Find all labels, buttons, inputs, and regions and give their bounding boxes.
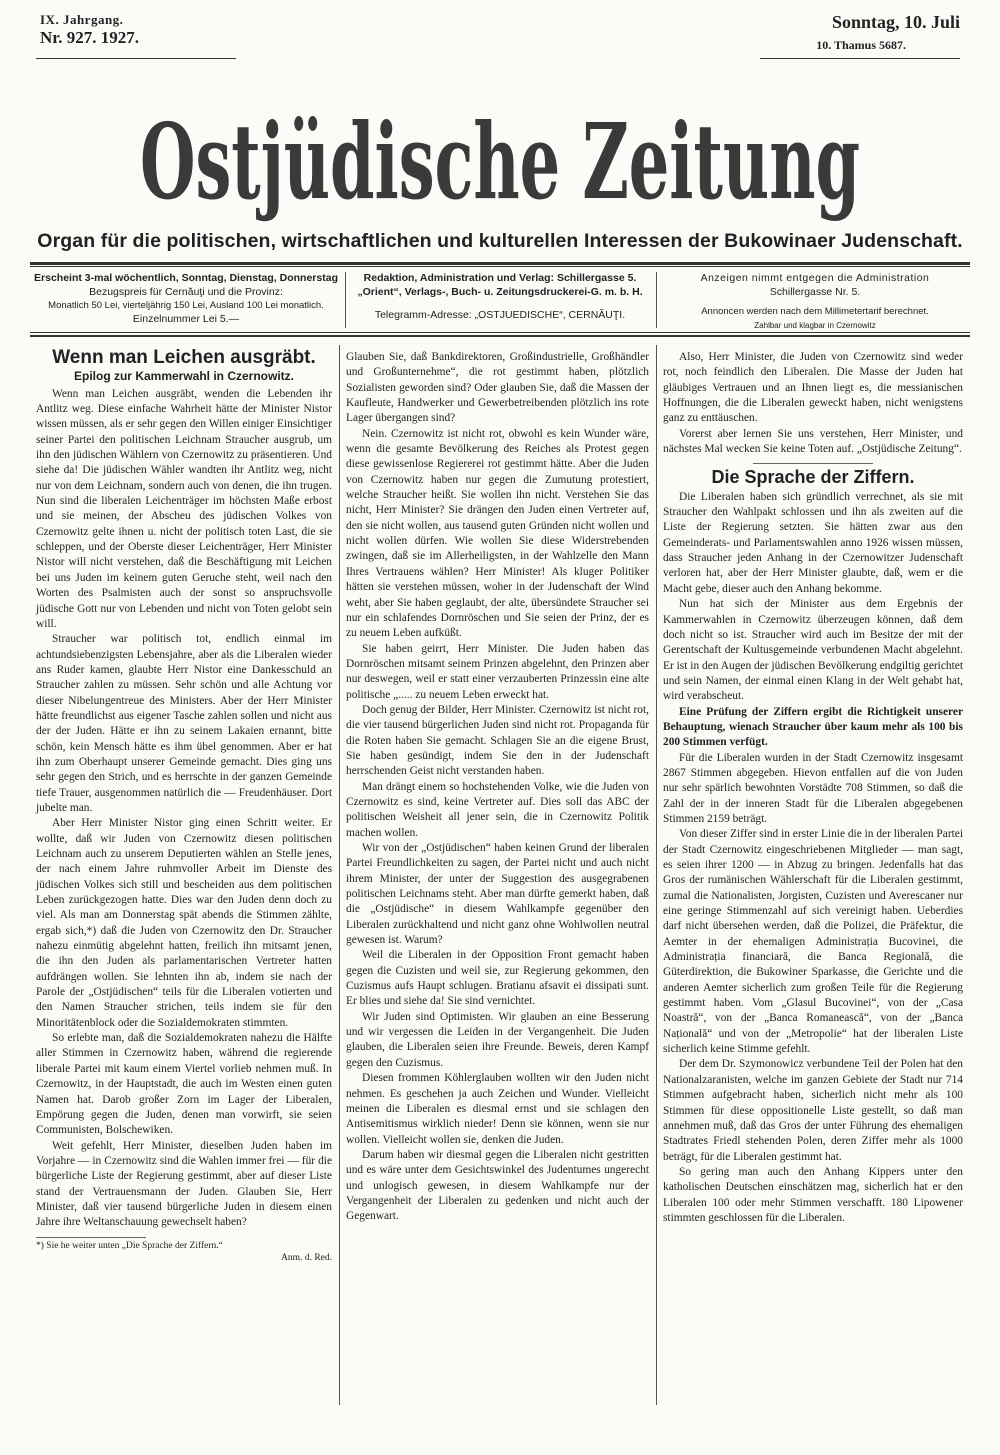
column-divider (656, 345, 657, 1405)
masthead-logo (130, 66, 870, 226)
info-line: „Orient“, Verlags-, Buch- u. Zeitungsdruckerei-G. m. b. H. (357, 285, 643, 298)
info-line: Annoncen werden nach dem Millimetertarif berechnet. (701, 306, 929, 317)
info-line: Erscheint 3-mal wöchentlich, Sonntag, Dienstag, Donnerstag (34, 272, 338, 284)
article-wenn-man-leichen (36, 347, 332, 1264)
header-rule-right (760, 58, 960, 59)
paragraph: Wenn man Leichen ausgräbt, wenden die Lebenden ihr Antlitz weg. Diese einfache Wahrheit hätte der Minister Nistor wissen müssen, als er sehr gegen den Willen einiger Einsichtiger seiner Partei den politischen Leichnam Straucher ausgrub, um ihn den jüdischen Wählern von Czernowitz zu präsentieren. Und siehe da! Die jüdischen Wähler wandten ihr Antlitz weg, nicht nur von dem Leichnam, sondern auch von denen, die ihn trugen. Nun sind die liberalen Leichenträger im höchsten Maße erbost und sie meinen, der Abscheu des jüdischen Volkes von Czernowitz gelte ihnen u. nicht der politisch toten Last, die sie schleppen, und der Oberste dieser Leichenträger, Herr Minister Nistor will nicht verstehen, daß die Beschäftigung mit Leichen bei uns Juden im keinem guten Geruche steht, weil nach den Worten des Psalmisten auch der sonst so anspruchsvolle jüdische Gott nur von Lebenden und nicht von Toten gelobt sein will. (36, 387, 332, 630)
info-line: Einzelnummer Lei 5.— (132, 312, 240, 325)
top-rule (30, 262, 970, 265)
paragraph: Man drängt einem so hochstehenden Volke, wie die Juden von Czernowitz es sind, keine Vertreter auf. Dies soll das ABC der politischen Weisheit all jener sein, die in Czernowitz Politik machen wollen. (346, 780, 649, 839)
subscription-info (32, 272, 340, 326)
hebrew-date: 10. Thamus 5687. (816, 38, 906, 52)
article-sprache-der-ziffern (663, 350, 963, 1226)
paragraph: Also, Herr Minister, die Juden von Czernowitz sind weder rot, noch feindlich den Liberalen. Die Masse der Juden hat gläubiges Vertrauen und an Ihnen liegt es, die messianischen Hoffnungen, die die Liberalen geweckt haben, nicht wenigstens ganz zu enttäuschen. (663, 351, 963, 425)
info-line: Redaktion, Administration und Verlag: Schillergasse 5. (363, 272, 637, 284)
paragraph: Sie haben geirrt, Herr Minister. Die Juden haben das Dornröschen mitsamt seinem Prinzen abgelehnt, den Prinzen aber nur deswegen, weil er statt einer verzauberten Prinzessin eine alte politische „..... zu neuem Leben erweckt hat. (346, 642, 649, 701)
info-divider (345, 272, 346, 328)
paragraph: Weil die Liberalen in der Opposition Front gemacht haben gegen die Cuzisten und weil sie, zur Regierung gekommen, den Cuzismus aufs Haupt schlugen. Bratianu afsavit ei dissipati sunt. Er blies und siehe da! Sie sind vernichtet. (346, 949, 649, 1008)
info-line: Zahlbar und klagbar in Czernowitz (754, 320, 876, 330)
paragraph: Der dem Dr. Szymonowicz verbundene Teil der Polen hat den Nationalzaranisten, welche im ganzen Gebiete der Stadt nur 714 Stimmen aufgebracht haben, sicherlich nicht mehr als 100 Stimmen für diese oppositionelle Liste gestellt, so daß man annehmen muß, daß das Gros der unter Führung des ehemaligen Stadtrates Friedl stehenden Polen, deren Ziffer mehr als 1000 beträgt, für die Liberalen gestimmt hat. (663, 1058, 963, 1163)
volume-year: IX. Jahrgang. (40, 12, 124, 27)
info-line: Monatlich 50 Lei, vierteljährig 150 Lei, Ausland 100 Lei monatlich. (48, 300, 324, 311)
issue-date: Sonntag, 10. Juli (831, 12, 960, 32)
info-line: Schillergasse Nr. 5. (769, 285, 861, 298)
masthead-title: Ostjüdische Zeitung (140, 100, 860, 223)
paragraph: Straucher war politisch tot, endlich einmal im achtundsiebenzigsten Lebensjahre, aber als die Liberalen wieder ans Ruder kamen, glaubte Herr Nistor eine Dankesschuld an Straucher zahlen zu müssen. Sehr schön und alle Achtung vor dieser Nibelungentreue des Ministers. Aber der Herr Minister hätte freundlichst aus eigener Tasche zahlen sollen und nicht aus der der Juden. Hätte er ihn zu seinem Lakaien ernannt, bitte schön, kein Mensch hätte es ihm übel genommen. Aber er hat ihn zum Oberhaupt unserer Gemeinde gemacht. Dies ging uns sehr gegen den Strich, und es herrschte in der ganzen Gemeinde tiefe Trauer, ausgenommen natürlich die — Freudenhäuser. Dort jubelte man. (36, 633, 332, 814)
paragraph: Wir Juden sind Optimisten. Wir glauben an eine Besserung und wir vergessen die Leiden in der Vergangenheit. Die Juden glauben, die Liberalen seien ihre Freunde. Beweis, deren Kampf gegen den Cuzismus. (346, 1010, 649, 1069)
info-divider (656, 272, 657, 328)
paragraph: Für die Liberalen wurden in der Stadt Czernowitz insgesamt 2867 Stimmen abgegeben. Hievon entfallen auf die von Juden nur sehr spärlich bewohnten Vorstädte 708 Stimmen, so daß die Zahl der in der inneren Stadt für die Liberalen abgegebenen Stimmen 2159 beträgt. (663, 751, 963, 825)
issue-number: Nr. 927. 1927. (40, 28, 140, 47)
info-line: Telegramm-Adresse: „OSTJUEDISCHE“, CERNĂUŢI. (374, 309, 626, 321)
paragraph: Darum haben wir diesmal gegen die Liberalen nicht gestritten und es wäre unter dem Gesichtswinkel des Judentumes ungerecht und unlogisch gewesen, in diesem Wahlkampfe nur der Vergangenheit der Liberalen zu gedenken und nicht auch der Gegenwart. (346, 1148, 649, 1223)
column-divider (339, 345, 340, 1405)
info-line: Anzeigen nimmt entgegen die Administration (700, 272, 930, 284)
paragraph: Vorerst aber lernen Sie uns verstehen, Herr Minister, und nächstes Mal wecken Sie keine Toten auf. „Ostjüdische Zeitung“. (663, 427, 963, 456)
article-continuation (346, 350, 649, 1225)
header-rule-left (36, 58, 236, 59)
paragraph: Nun hat sich der Minister aus dem Ergebnis der Kammerwahlen in Czernowitz überzeugen können, daß dem doch nicht so ist. Straucher wird auch im Besitze der mit der Gerentschaft der Kultusgemeinde verbundenen Macht abgelehnt. Er ist in den Augen der jüdischen Bevölkerung endgiltig gerichtet und sein Namen, der einmal einen Klang in der Welt gehabt hat, wird verabscheut. (663, 598, 963, 703)
paragraph: Doch genug der Bilder, Herr Minister. Czernowitz ist nicht rot, die vier tausend bürgerlichen Juden sind nicht rot. Propaganda für die Roten haben Sie gemacht. Schlagen Sie an die eigene Brust, Sie haben gesündigt, indem Sie den in der Judenschaft herrschenden Geist nicht verstanden haben. (346, 703, 649, 778)
footnote: *) Sie he weiter unten „Die Sprache der Ziffern.“ (36, 1240, 223, 1251)
advertising-info (662, 272, 968, 332)
info-rule (30, 332, 970, 333)
footnote-rule (36, 1237, 146, 1238)
article-title: Die Sprache der Ziffern. (711, 467, 915, 488)
paragraph: So erlebte man, daß die Sozialdemokraten nahezu die Hälfte aller Stimmen in Czernowitz haben, während die regierende liberale Partei mit kaum einem Viertel vorlieb nehmen muß. In Czernowitz, in der Hauptstadt, die auch im Westen einen guten Namen hat. Darob großer Zorn im Lager der Liberalen, Empörung gegen die Juden, denen man vorwirft, sie seien Communisten, Bolschewiken. (36, 1032, 332, 1137)
paragraph: Die Liberalen haben sich gründlich verrechnet, als sie mit Straucher den Wahlpakt schlossen und ihn als zweiten auf die Liste der Regierung setzten. Sie hätten zwar aus den Gemeinderats- und Parlamentswahlen anno 1926 wissen müssen, dass Straucher jeden Anhang in der Czernowitzer Judenschaft verloren hat, aber der Herr Minister glaubte, daß, wem er die Macht gebe, dieser auch den Anhang bekomme. (663, 490, 963, 595)
paragraph: Wir von der „Ostjüdischen“ haben keinen Grund der liberalen Partei Freundlichkeiten zu sagen, der Partei nicht und auch nicht ihrem Minister, der unter der Suggestion des ausgegrabenen politischen Leichnams steht. Aber man dürfte gemerkt haben, daß die „Ostjüdische“ in diesem Wahlkampfe gegenüber den Liberalen zurückhaltend und nicht ganz ohne Wohlwollen neutral gewesen ist. Warum? (346, 842, 649, 947)
info-rule-thick (30, 335, 970, 337)
paragraph: Nein. Czernowitz ist nicht rot, obwohl es kein Wunder wäre, wenn die gesamte Bevölkerung des Reiches als Protest gegen diese gewissenlose Regiererei rot gestimmt hätte. Aber die Juden von Czernowitz haben nur gegen die Zumutung protestiert, welche Straucher heißt. Sie wollen ihn nicht. Verstehen Sie das nicht, Herr Minister? Sie drängen den Juden einen Vertreter auf, den sie nicht wollen, aus tausend guten Gründen nicht wollen und nicht wollen dürfen. Wie wollen Sie diese Widerstrebenden zwingen, daß sie im Allerheiligsten, in der Wahlzelle den Mann Ihres Vertrauens wählen? Herr Minister! Als kluger Politiker hätten sie verstehen müssen, woher in der Judenschaft der Wind weht, aber Sie haben geglaubt, der alte, übersündete Straucher sei nur ein schlafendes Dornröschen und Sie seien der Prinz, der es zu neuem Leben aufküßt. (346, 427, 649, 640)
paragraph: Von dieser Ziffer sind in erster Linie die in der liberalen Partei der Stadt Czernowitz eingeschriebenen Mitglieder — man sagt, es seien ihrer 1200 — in Abzug zu bringen. Jedenfalls hat das Gros der rumänischen Wählerschaft für die Liberalen gestimmt, zumal die Nationalisten, Jorgisten, Cuzisten und Averescaner nur eine geringe Stimmenzahl auf sich vereinigt haben. Ueberdies darf nicht übersehen werden, daß die Polizei, die Präfektur, die Aemter in der ehemaligen Administrația Bucovinei, die Administrația financiară, die Banca Regională, die Güterdirektion, die Bukowiner Sparkasse, die Gerichte und die anderen Aemter sicherlich zum großen Teile für die Regierung gestimmt haben. Vom „Glasul Bucovinei“, von der „Casa Noastră“, von der „Banca Romanească“, von der „Banca Națională“ und von der „Metropolie“ hat der liberalen Liste sicherlich keine Stimme gefehlt. (663, 828, 963, 1056)
article-separator (753, 463, 873, 464)
article-title: Wenn man Leichen ausgräbt. (52, 347, 316, 368)
paragraph: Eine Prüfung der Ziffern ergibt die Richtigkeit unserer Behauptung, wienach Straucher über kaum mehr als 100 bis 200 Stimmen verfügt. (663, 705, 963, 749)
info-line: Bezugspreis für Cernăuţi und die Provinz: (89, 285, 283, 298)
paragraph: Glauben Sie, daß Bankdirektoren, Großindustrielle, Großhändler und Großunternehme“, die rot gestimmt haben, plötzlich Sozialisten geworden sind? Oder glauben Sie, daß die Massen der Kaufleute, Handwerker und Gewerbetreibenden plötzlich ins rote Lager übergangen sind? (346, 351, 649, 425)
top-rule-thin (30, 266, 970, 267)
editorial-info (350, 272, 650, 323)
paragraph: So gering man auch den Anhang Kippers unter den katholischen Deutschen einschätzen mag, sicherlich hat er den Liberalen 100 oder mehr Stimmen verschafft. 180 Lipowener stimmten geschlossen für die Liberalen. (663, 1165, 963, 1224)
paper-subtitle: Organ für die politischen, wirtschaftlichen und kulturellen Interessen der Bukowinaer Judenschaft. (37, 230, 963, 252)
paragraph: Aber Herr Minister Nistor ging einen Schritt weiter. Er wollte, daß wir Juden von Czernowitz diesen politischen Leichnam auch zu unserem Deputierten wählen an Stelle jenes, der nach einem Jahre ruhmvoller Arbeit im Dienste des jüdischen Volkes sich still und bescheiden aus dem politischen Leben zurückgezogen hatte. Dies war den Juden denn doch zu viel. Als man am Donnerstag spät abends die Stimmen zählte, ergab sich,*) daß die Juden von Czernowitz den Dr. Straucher nahezu einmütig abgelehnt hatten, freilich ihn mitsamt jenen, die ihn den Juden als parlamentarischen Vertreter hatten aufdrängen wollen. Sie lehnten ihn ab, indem sie nach der Parole der „Ostjüdischen“ teils für die Liberalen votierten und den Namen Straucher strichen, teils indem sie für den Minoritätenblock oder die Sozialdemokraten stimmten. (36, 817, 332, 1029)
paragraph: Weit gefehlt, Herr Minister, dieselben Juden haben im Vorjahre — in Czernowitz sind die Wahlen immer frei — für die bürgerliche Liste der Regierung gestimmt, aber auf dieser Liste stand der Vertrauensmann der Juden. Glauben Sie, Herr Minister, daß vier tausend bürgerliche Juden in diesem einen Jahre ihre Weltanschauung gewechselt haben? (36, 1139, 332, 1229)
article-subtitle: Epilog zur Kammerwahl in Czernowitz. (73, 369, 295, 384)
footnote-sign: Anm. d. Red. (281, 1252, 332, 1263)
paragraph: Diesen frommen Köhlerglauben wollten wir den Juden nicht nehmen. Es geschehen ja auch Zeichen und Wunder. Vielleicht meinen die Liberalen es diesmal ernst und sie schlagen den Antisemitismus wirklich nieder! Denn sie können, wenn sie nur wollen. Vielleicht wollen sie, denken die Juden. (346, 1072, 649, 1146)
